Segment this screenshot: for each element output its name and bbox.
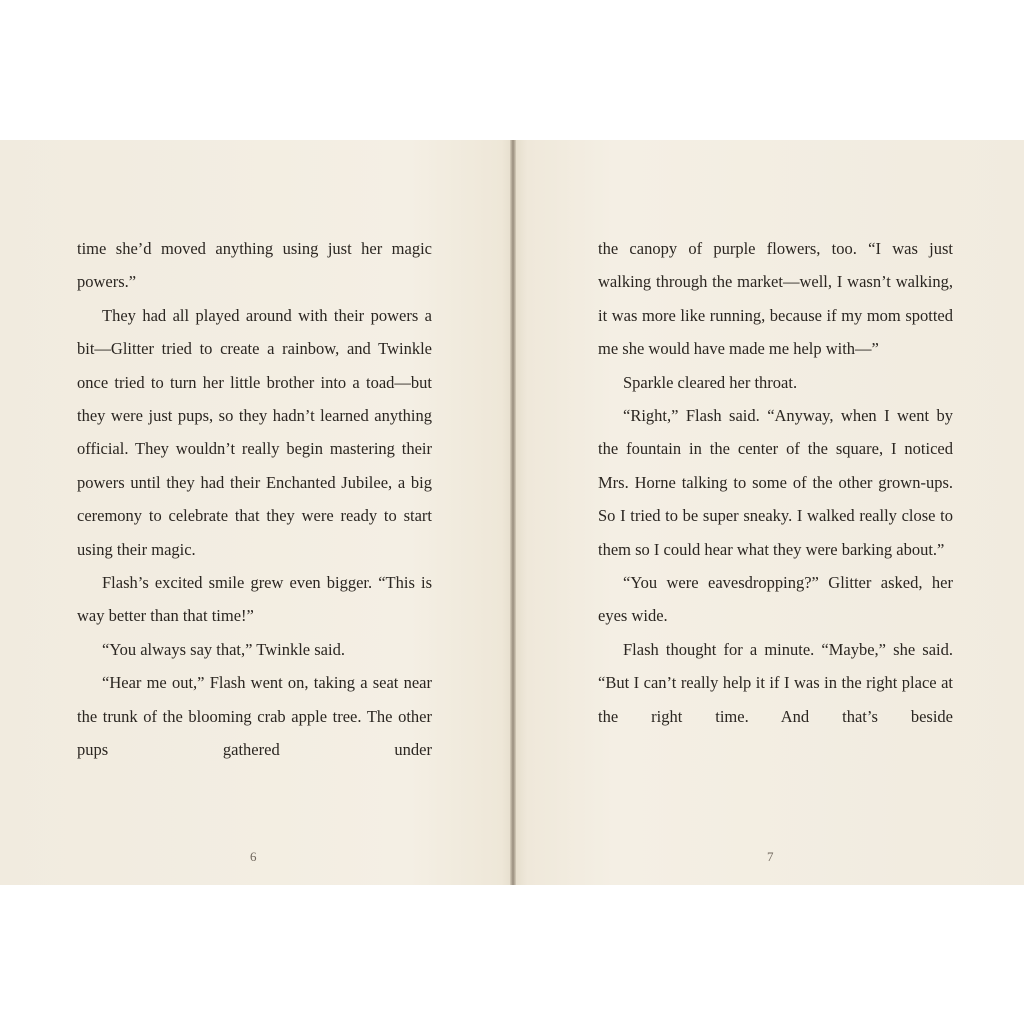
- right-page: [516, 140, 1024, 885]
- paragraph: Flash’s excited smile grew even bigger. “This is way better than that time!”: [77, 573, 432, 626]
- paragraph: Sparkle cleared her throat.: [623, 372, 798, 392]
- page-number: 6: [250, 849, 257, 864]
- paragraph: “Right,” Flash said. “Anyway, when I went by the fountain in the center of the square, I noticed Mrs. Horne talking to some of the other grown-ups. So I tried to be super sneaky. I walked really close to them so I could hear what they were barking about.”: [598, 406, 953, 559]
- right-page-body: [598, 232, 953, 733]
- left-page: [0, 140, 510, 885]
- paragraph: They had all played around with their powers a bit—Glitter tried to create a rainbow, and Twinkle once tried to turn her little brother into a toad—but they were just pups, so they hadn’t learned anything official. They wouldn’t really begin mastering their powers until they had their Enchanted Jubilee, a big ceremony to celebrate that they were ready to start using their magic.: [77, 305, 432, 559]
- book-spread: [0, 140, 1024, 885]
- page-number: 7: [767, 849, 774, 864]
- paragraph: the canopy of purple flowers, too. “I was just walking through the market—well, I wasn’t walking, it was more like running, because if my mom spotted me she would have made me help with—”: [598, 239, 953, 359]
- paragraph: “Hear me out,” Flash went on, taking a seat near the trunk of the blooming crab apple tree. The other pups gathered under: [77, 673, 432, 760]
- paragraph: “You always say that,” Twinkle said.: [102, 639, 345, 659]
- paragraph: Flash thought for a minute. “Maybe,” she said. “But I can’t really help it if I was in the right place at the right time. And that’s beside: [598, 639, 953, 726]
- paragraph: time she’d moved anything using just her magic powers.”: [77, 239, 432, 292]
- paragraph: “You were eavesdropping?” Glitter asked, her eyes wide.: [598, 573, 953, 626]
- left-page-body: [77, 232, 432, 767]
